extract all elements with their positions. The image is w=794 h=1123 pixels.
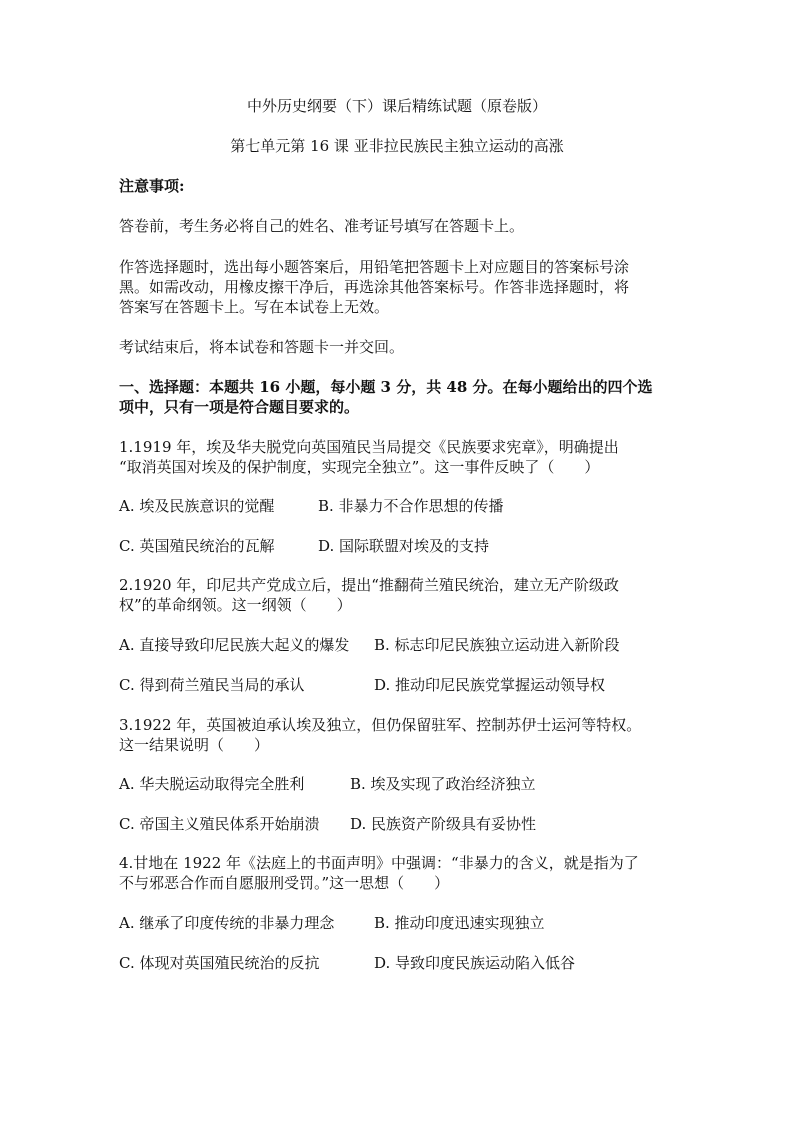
question-3-option-c: C. 帝国主义殖民体系开始崩溃 bbox=[119, 815, 320, 833]
question-3-stem-line-1: 3.1922 年，英国被迫承认埃及独立，但仍保留驻军、控制苏伊士运河等特权。 bbox=[119, 716, 642, 734]
question-2-option-a: A. 直接导致印尼民族大起义的爆发 bbox=[119, 636, 350, 654]
notice-item-2-line-3: 答案写在答题卡上。写在本试卷上无效。 bbox=[119, 298, 390, 316]
question-1-option-d: D. 国际联盟对埃及的支持 bbox=[318, 537, 490, 555]
question-4-stem-line-1: 4.甘地在 1922 年《法庭上的书面声明》中强调：“非暴力的含义，就是指为了 bbox=[119, 854, 639, 872]
document-title: 中外历史纲要（下）课后精练试题（原卷版） bbox=[246, 97, 547, 115]
question-2-option-b: B. 标志印尼民族独立运动进入新阶段 bbox=[374, 636, 620, 654]
section-heading-line-1: 一、选择题：本题共 16 小题，每小题 3 分，共 48 分。在每小题给出的四个选 bbox=[119, 378, 653, 396]
question-4-option-c: C. 体现对英国殖民统治的反抗 bbox=[119, 954, 320, 972]
question-3-option-d: D. 民族资产阶级具有妥协性 bbox=[350, 815, 537, 833]
question-2-option-d: D. 推动印尼民族党掌握运动领导权 bbox=[374, 676, 606, 694]
question-2-stem-line-2: 权”的革命纲领。这一纲领（ ） bbox=[119, 596, 352, 614]
question-1-option-c: C. 英国殖民统治的瓦解 bbox=[119, 537, 275, 555]
question-4-option-d: D. 导致印度民族运动陷入低谷 bbox=[374, 954, 576, 972]
question-3-stem-line-2: 这一结果说明（ ） bbox=[119, 736, 270, 754]
question-2-option-c: C. 得到荷兰殖民当局的承认 bbox=[119, 676, 305, 694]
question-4-stem-line-2: 不与邪恶合作而自愿服刑受罚。”这一思想（ ） bbox=[119, 874, 450, 892]
notice-heading: 注意事项: bbox=[119, 177, 185, 195]
question-2-stem-line-1: 2.1920 年，印尼共产党成立后，提出“推翻荷兰殖民统治，建立无产阶级政 bbox=[119, 576, 619, 594]
notice-item-2-line-2: 黑。如需改动，用橡皮擦干净后，再选涂其他答案标号。作答非选择题时，将 bbox=[119, 278, 630, 296]
question-3-option-b: B. 埃及实现了政治经济独立 bbox=[350, 775, 536, 793]
notice-item-2-line-1: 作答选择题时，选出每小题答案后，用铅笔把答题卡上对应题目的答案标号涂 bbox=[119, 258, 630, 276]
question-4-option-a: A. 继承了印度传统的非暴力理念 bbox=[119, 914, 335, 932]
question-1-stem-line-2: “取消英国对埃及的保护制度，实现完全独立”。这一事件反映了（ ） bbox=[119, 458, 600, 476]
section-heading-line-2: 项中，只有一项是符合题目要求的。 bbox=[119, 398, 360, 416]
question-1-option-a: A. 埃及民族意识的觉醒 bbox=[119, 497, 275, 515]
notice-item-3: 考试结束后，将本试卷和答题卡一并交回。 bbox=[119, 338, 405, 356]
document-subtitle: 第七单元第 16 课 亚非拉民族民主独立运动的高涨 bbox=[230, 137, 564, 155]
question-1-stem-line-1: 1.1919 年，埃及华夫脱党向英国殖民当局提交《民族要求宪章》，明确提出 bbox=[119, 438, 619, 456]
question-1-option-b: B. 非暴力不合作思想的传播 bbox=[318, 497, 504, 515]
question-3-option-a: A. 华夫脱运动取得完全胜利 bbox=[119, 775, 305, 793]
question-4-option-b: B. 推动印度迅速实现独立 bbox=[374, 914, 545, 932]
notice-item-1: 答卷前，考生务必将自己的姓名、准考证号填写在答题卡上。 bbox=[119, 217, 525, 235]
